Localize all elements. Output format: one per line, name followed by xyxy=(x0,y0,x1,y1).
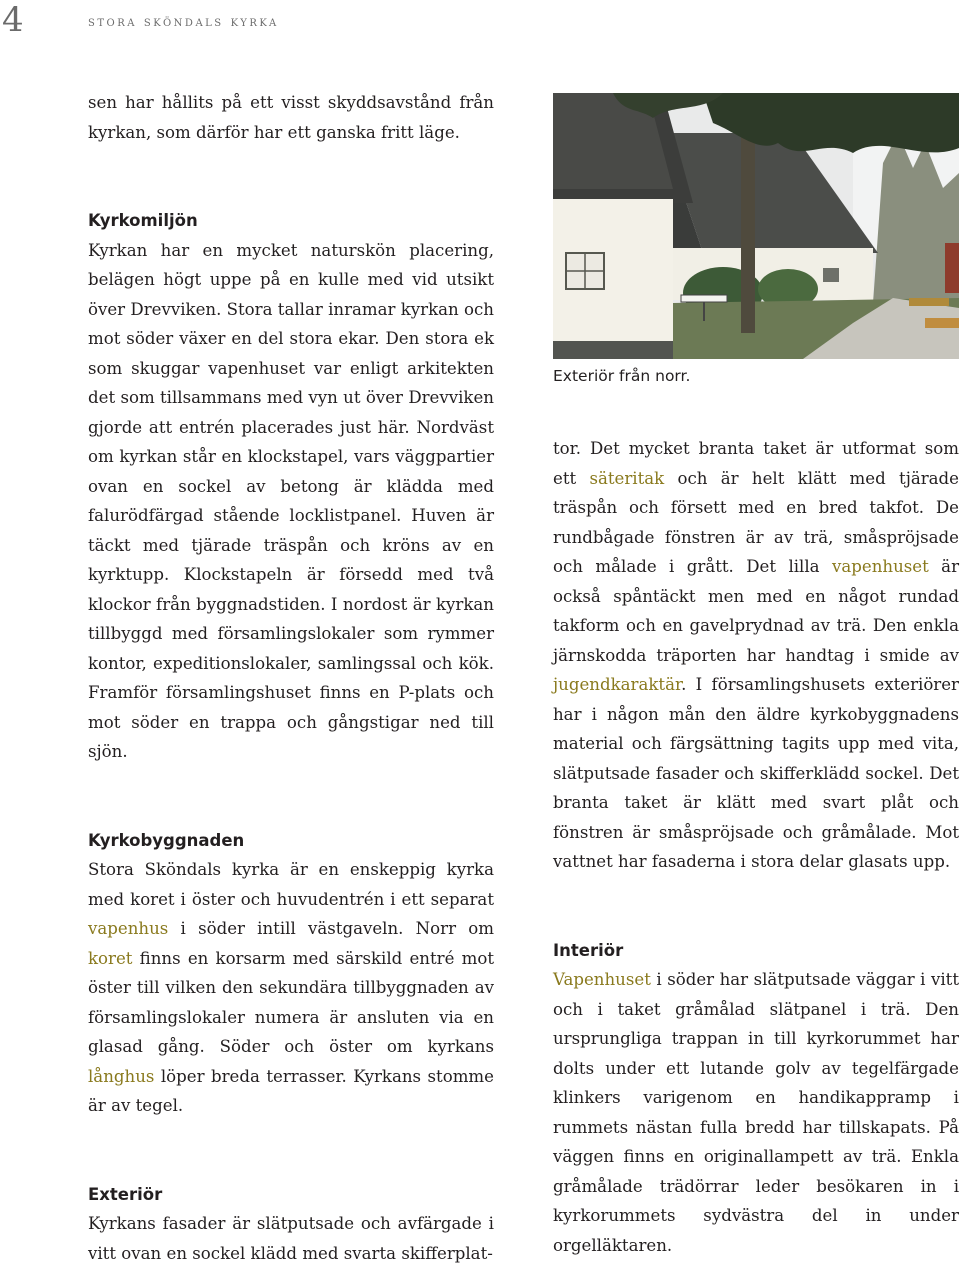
text-run: är också spåntäckt men med en något rundad takform och en gavelprydnad av trä. Den enkla järnskodda träporten har handtag i smide av xyxy=(553,557,959,665)
heading-kyrkomiljon: Kyrkomiljön xyxy=(88,211,198,230)
kyrkobyggnaden-paragraph xyxy=(88,855,494,1121)
kyrkomiljon-paragraph: Kyrkan har en mycket naturskön placering, belägen högt uppe på en kulle med vid utsikt över Drevviken. Stora tallar inramar kyrkan och mot söder växer en del stora ekar. Den stora ek som skuggar vapenhuset var enligt arkitekten det som tillsammans med vyn ut över Drevviken gjorde att entrén placerades just här. Nordväst om kyrkan står en klockstapel, vars väggpartier ovan en sockel av betong är klädda med falurödfärgad stående locklistpanel. Huven är täckt med tjärade träspån och kröns av en kyrktupp. Klockstapeln är försedd med två klockor från byggnadstiden. I nordost är kyrkan tillbyggd med församlingslokaler som rymmer kontor, expeditionslokaler, samlingssal och kök. Framför församlingshuset finns en P-plats och mot söder en trappa och gångstigar ned till sjön. xyxy=(88,240,494,761)
intro-paragraph: sen har hållits på ett visst skyddsavstånd från kyrkan, som därför har ett ganska fritt läge. xyxy=(88,93,494,142)
photo-caption: Exteriör från norr. xyxy=(553,367,691,385)
text-run: finns en korsarm med särskild entré mot öster till vilken den sekundära tillbyggnaden av församlingslokaler numera är ansluten via en glasad gång. Söder och öster om kyrkans xyxy=(88,948,494,1056)
text-run: i söder har slätputsade väggar i vitt och i taket gråmålad slätpanel i trä. Den ursprungliga trappan in till kyrkorummet har dolts under ett lutande golv av tegelfärgade klinkers varigenom en handikappramp i rummets nästan fulla bredd har tillskapats. På väggen finns en originallampett av trä. Enkla gråmålade trädörrar leder besökaren in i kyrkorummets sydvästra del in under orgelläktaren. xyxy=(553,970,959,1255)
text-run: . I församlingshusets exteriörer har i någon mån den äldre kyrkobyggnadens material och färgsättning tagits upp med vita, slätputsade fasader och skifferklädd sockel. Det branta taket är klätt med svart plåt och fönstren är småspröjsade och gråmålade. Mot vattnet har fasaderna i stora delar glasats upp. xyxy=(553,675,959,871)
page-number: 4 xyxy=(2,0,24,40)
heading-exterior: Exteriör xyxy=(88,1184,163,1204)
glossary-link-koret[interactable]: koret xyxy=(88,948,133,968)
glossary-link-sateritak[interactable]: säteritak xyxy=(589,468,665,488)
glossary-link-vapenhus[interactable]: vapenhus xyxy=(88,919,169,938)
church-exterior-photo xyxy=(553,93,959,359)
right-column xyxy=(553,434,959,1260)
interior-paragraph xyxy=(553,965,959,1260)
text-run: och är helt klätt med tjärade träspån och försett med en bred takfot. De rundbågade fönstren är av trä, småspröjsade och målade i grått. Det lilla xyxy=(553,468,959,576)
glossary-link-jugendkaraktar[interactable]: jugendkaraktär xyxy=(553,675,682,694)
text-run: i söder intill västgaveln. Norr om xyxy=(168,919,494,938)
running-head: stora sköndals kyrka xyxy=(88,14,279,30)
text-run: löper breda terrasser. Kyrkans stomme är av tegel. xyxy=(88,1066,494,1115)
exterior-paragraph-start: Kyrkans fasader är slätputsade och avfärgade i vitt ovan en sockel klädd med svarta skifferplat- xyxy=(88,1214,494,1263)
glossary-link-vapenhuset[interactable]: vapenhuset xyxy=(831,557,929,576)
heading-kyrkobyggnaden: Kyrkobyggnaden xyxy=(88,830,245,850)
glossary-link-vapenhuset-interior[interactable]: Vapenhuset xyxy=(553,970,651,989)
text-run: Stora Sköndals kyrka är en enskeppig kyrka med koret i öster och huvudentrén i ett separat xyxy=(88,860,494,909)
text-run: tor. Det mycket branta taket är utformat som ett xyxy=(553,439,959,488)
glossary-link-langhus[interactable]: långhus xyxy=(88,1066,155,1086)
left-column xyxy=(88,88,494,1268)
exterior-paragraph-cont xyxy=(553,434,959,877)
heading-interior: Interiör xyxy=(553,940,624,960)
